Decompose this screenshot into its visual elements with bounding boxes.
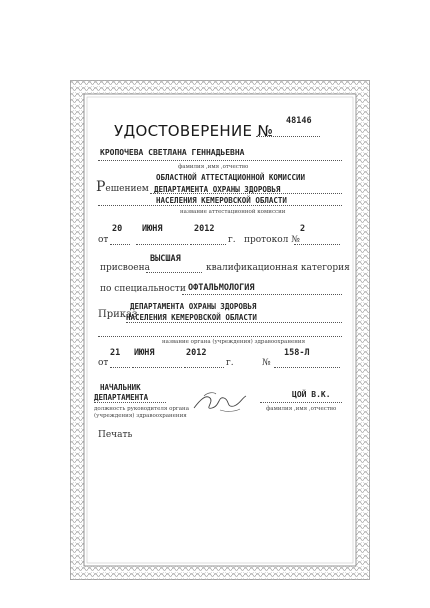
decision-year: 2012 — [194, 224, 215, 234]
order-line-2-underline — [126, 322, 342, 323]
head-name-line — [260, 402, 342, 403]
commission-caption: название аттестационной комиссии — [180, 209, 286, 215]
head-title-line-2: ДЕПАРТАМЕНТА — [94, 393, 149, 402]
order-day-line — [110, 367, 130, 368]
protocol-number: 2 — [300, 224, 306, 234]
order-caption: название органа (учреждения) здравоохранения — [162, 339, 306, 345]
decision-initial: Р — [96, 179, 106, 195]
full-name: КРОПОЧЕВА СВЕТЛАНА ГЕННАДЬЕВНА — [100, 148, 245, 157]
decision-word: ешением — [105, 184, 149, 194]
category-label: квалификационная категория — [206, 263, 350, 273]
seal-label: Печать — [98, 430, 133, 440]
order-line-2: НАСЕЛЕНИЯ КЕМЕРОВСКОЙ ОБЛАСТИ — [126, 313, 257, 322]
commission-line-3: НАСЕЛЕНИЯ КЕМЕРОВСКОЙ ОБЛАСТИ — [156, 196, 287, 205]
signature — [190, 386, 250, 416]
certificate-number: 48146 — [286, 116, 312, 126]
month-line — [136, 244, 188, 245]
order-number-line — [274, 367, 340, 368]
order-number: 158-Л — [284, 348, 310, 358]
commission-line-3-underline — [98, 205, 342, 206]
order-extra-line — [98, 336, 342, 337]
number-dotted-line — [256, 136, 320, 137]
head-caption-line-2: (учреждения) здравоохранения — [94, 413, 187, 419]
year-line — [190, 244, 226, 245]
decision-month: ИЮНЯ — [142, 224, 163, 234]
commission-line-2-underline — [150, 193, 342, 194]
order-month: ИЮНЯ — [134, 348, 155, 358]
day-line — [110, 244, 130, 245]
commission-line-1: ОБЛАСТНОЙ АТТЕСТАЦИОННОЙ КОМИССИИ — [156, 173, 306, 182]
from-label: от — [98, 235, 109, 245]
decision-label — [96, 179, 149, 195]
order-label: Приказ — [98, 309, 138, 320]
full-name-caption: фамилия ,имя ,отчество — [178, 164, 249, 170]
order-year-line — [184, 367, 224, 368]
head-title-line — [94, 402, 166, 403]
order-month-line — [132, 367, 182, 368]
specialty-value: ОФТАЛЬМОЛОГИЯ — [188, 283, 255, 293]
specialty-line — [182, 294, 342, 295]
full-name-line — [98, 160, 342, 161]
protocol-label: протокол № — [244, 235, 300, 245]
commission-line-2: ДЕПАРТАМЕНТА ОХРАНЫ ЗДОРОВЬЯ — [154, 185, 281, 194]
head-caption-line-1: должность руководителя органа — [94, 406, 190, 412]
order-number-label: № — [262, 358, 271, 368]
order-year-suffix: г. — [226, 358, 234, 368]
assigned-label: присвоена — [100, 263, 150, 273]
head-title-line-1: НАЧАЛЬНИК — [100, 383, 141, 392]
head-name-caption: фамилия ,имя ,отчество — [266, 406, 337, 412]
head-name: ЦОЙ В.К. — [292, 390, 331, 399]
specialty-label: по специальности — [100, 284, 186, 294]
order-day: 21 — [110, 348, 121, 358]
order-from-label: от — [98, 358, 109, 368]
year-suffix: г. — [228, 235, 236, 245]
order-line-1: ДЕПАРТАМЕНТА ОХРАНЫ ЗДОРОВЬЯ — [130, 302, 257, 311]
category-value: ВЫСШАЯ — [150, 254, 181, 264]
category-line — [146, 272, 202, 273]
order-year: 2012 — [186, 348, 207, 358]
certificate-title: УДОСТОВЕРЕНИЕ № — [114, 122, 274, 140]
protocol-line — [294, 244, 340, 245]
certificate-sheet — [70, 80, 370, 580]
decision-day: 20 — [112, 224, 123, 234]
